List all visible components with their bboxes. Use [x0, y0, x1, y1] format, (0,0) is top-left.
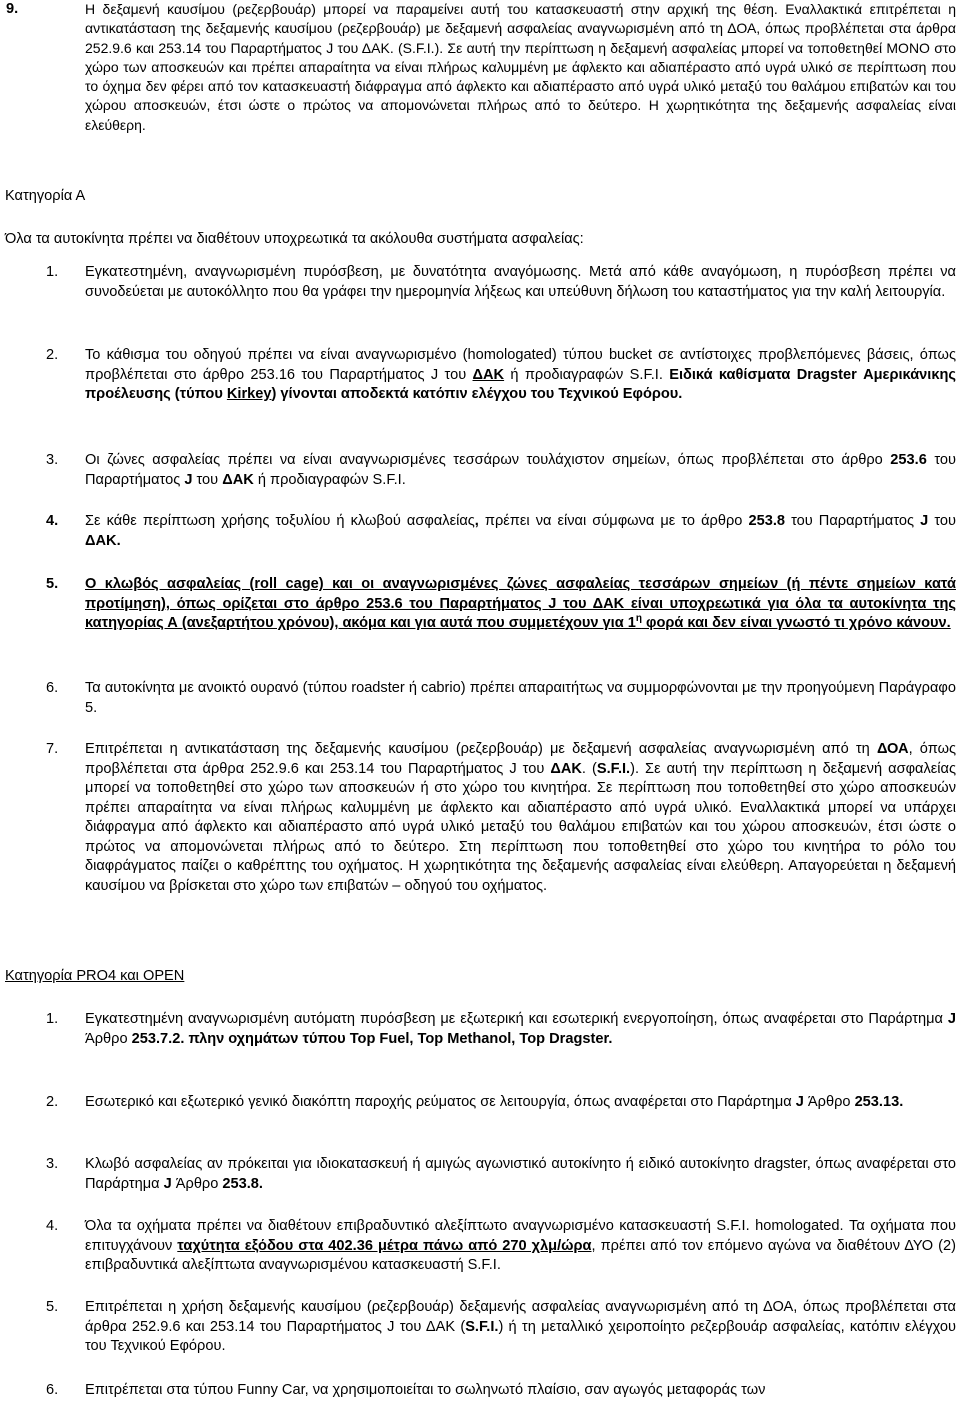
list-item	[0, 575, 956, 634]
list-item	[0, 679, 956, 718]
list-item	[0, 740, 956, 896]
item-number: 2.	[46, 1094, 59, 1110]
list-item	[0, 1155, 956, 1194]
item-text: Επιτρέπεται στα τύπου Funny Car, να χρησιμοποιείται το σωληνωτό πλαίσιο, σαν αγωγός μεταφοράς των	[85, 1382, 766, 1398]
item-text: Ο κλωβός ασφαλείας (roll cage) και οι αναγνωρισμένες ζώνες ασφαλείας τεσσάρων σημείων (ή πέντε σημείων κατά προτίμηση), όπως ορίζεται στο άρθρο 253.6 του Παραρτήματος J του ΔΑΚ είναι υποχρεωτικά για όλα τα αυτοκίνητα της κατηγορίας Α (ανεξαρτήτου χρόνου), ακόμα και για αυτά που συμμετέχουν για $1^\eta$ φορά και δεν είναι γνωστό τι χρόνο κάνουν.	[85, 576, 956, 631]
item-text: Όλα τα οχήματα πρέπει να διαθέτουν επιβραδυντικό αλεξίπτωτο αναγνωρισμένο κατασκευαστή S.F.I. homologated. Τα οχήματα που επιτυγχάνουν ταχύτητα εξόδου στα 402.36 μέτρα πάνω από 270 χλμ/ώρα, πρέπει από τον επόμενο αγώνα να διαθέτουν ΔΥΟ (2) επιβραδυντικά αλεξίπτωτα αναγνωρισμένου κατασκευαστή S.F.I.	[85, 1218, 956, 1273]
item-text: Εγκατεστημένη αναγνωρισμένη αυτόματη πυρόσβεση με εξωτερική και εσωτερική ενεργοποίηση, όπως αναφέρεται στο Παράρτημα J Άρθρο 253.7.2. πλην οχημάτων τύπου Top Fuel, Top Methanol, Top Dragster.	[85, 1011, 956, 1047]
category-pro4-heading: Κατηγορία PRO4 και OPEN	[5, 968, 185, 984]
list-item	[0, 1381, 956, 1401]
item-9	[0, 0, 956, 135]
item-number: 9.	[6, 1, 19, 17]
item-text: Εσωτερικό και εξωτερικό γενικό διακόπτη παροχής ρεύματος σε λειτουργία, όπως αναφέρεται στο Παράρτημα J Άρθρο 253.13.	[85, 1094, 904, 1110]
item-text: Κλωβό ασφαλείας αν πρόκειται για ιδιοκατασκευή ή αμιγώς αγωνιστικό αυτοκίνητο ή ειδικό αυτοκίνητο dragster, όπως αναφέρεται στο Παράρτημα J Άρθρο 253.8.	[85, 1156, 956, 1192]
list-item	[0, 1093, 956, 1113]
item-number: 7.	[46, 741, 59, 757]
item-number: 3.	[46, 452, 59, 468]
item-9-text: Η δεξαμενή καυσίμου (ρεζερβουάρ) μπορεί να παραμείνει αυτή του κατασκευαστή στην αρχική της θέση. Εναλλακτικά επιτρέπεται η αντικατάσταση της δεξαμενής καυσίμου (ρεζερβουάρ) με δεξαμενή ασφαλείας αναγνωρισμένη από τη ΔΟΑ, όπως προβλέπεται στα άρθρα 252.9.6 και 253.14 του Παραρτήματος J του ΔΑΚ. (S.F.I.). Σε αυτή την περίπτωση η δεξαμενή ασφαλείας μπορεί να τοποθετηθεί ΜΟΝΟ στο χώρο των αποσκευών και πρέπει απαραίτητα να είναι πλήρως καλυμμένη με άφλεκτο και αδιαπέραστο από υγρά υλικό σε περίπτωση που το όχημα δεν φέρει από τον κατασκευαστή διάφραγμα από άφλεκτο και αδιαπέραστο από υγρά υλικό μεταξύ του θαλάμου επιβατών και του χώρου αποσκευών, έτσι ώστε ο πρώτος να απομονώνεται πλήρως από το δεύτερο. Η χωρητικότητα της δεξαμενής ασφαλείας είναι ελεύθερη.	[85, 1, 956, 133]
list-item	[0, 346, 956, 405]
item-number: 6.	[46, 1382, 59, 1398]
list-item	[0, 512, 956, 551]
item-text: Επιτρέπεται η αντικατάσταση της δεξαμενής καυσίμου (ρεζερβουάρ) με δεξαμενή ασφαλείας αναγνωρισμένη από τη ΔΟΑ, όπως προβλέπεται στα άρθρα 252.9.6 και 253.14 του Παραρτήματος J του ΔΑΚ. (S.F.I.). Σε αυτή την περίπτωση η δεξαμενή ασφαλείας μπορεί να τοποθετηθεί στο χώρο των αποσκευών ή στο χώρο του κινητήρα. Σε περίπτωση που τοποθετηθεί στο χώρο αποσκευών πρέπει απαραίτητα να είναι πλήρως καλυμμένη με άφλεκτο και αδιαπέραστο από υγρά υλικό. Εναλλακτικά μπορεί να υπάρχει διάφραγμα από άφλεκτο και αδιαπέραστο από υγρά υλικό μεταξύ του θαλάμου επιβατών και του χώρου αποσκευών, έτσι ώστε ο πρώτος να απομονώνεται πλήρως από το δεύτερο. Στη περίπτωση που τοποθετηθεί στο χώρο του κινητήρα το ρόλο του διαφράγματος παίζει ο καθρέπτης του οχήματος. Η χωρητικότητα της δεξαμενής ασφαλείας είναι ελεύθερη. Απαγορεύεται η δεξαμενή καυσίμου να βρίσκεται στο χώρο των επιβατών – οδηγού του οχήματος.	[85, 741, 956, 894]
category-a-heading: Κατηγορία Α	[5, 188, 86, 204]
item-text: Σε κάθε περίπτωση χρήσης τοξυλίου ή κλωβού ασφαλείας, πρέπει να είναι σύμφωνα με το άρθρο 253.8 του Παραρτήματος J του ΔΑΚ.	[85, 513, 956, 549]
list-item	[0, 1298, 956, 1357]
item-number: 1.	[46, 264, 59, 280]
item-text: Οι ζώνες ασφαλείας πρέπει να είναι αναγνωρισμένες τεσσάρων τουλάχιστον σημείων, όπως προβλέπεται στο άρθρο 253.6 του Παραρτήματος J του ΔΑΚ ή προδιαγραφών S.F.I.	[85, 452, 956, 488]
list-item	[0, 1217, 956, 1276]
item-text: Επιτρέπεται η χρήση δεξαμενής καυσίμου (ρεζερβουάρ) δεξαμενής ασφαλείας αναγνωρισμένη από τη ΔΟΑ, όπως προβλέπεται στα άρθρα 252.9.6 και 253.14 του Παραρτήματος J του ΔΑΚ (S.F.I.) ή τη μεταλλικό χειροποίητο ρεζερβουάρ ασφαλείας, κατόπιν ελέγχου του Τεχνικού Εφόρου.	[85, 1299, 956, 1354]
list-item	[0, 1010, 956, 1049]
list-item	[0, 451, 956, 490]
item-text: Το κάθισμα του οδηγού πρέπει να είναι αναγνωρισμένο (homologated) τύπου bucket σε αντίστοιχες προβλεπόμενες βάσεις, όπως προβλέπεται στο άρθρο 253.16 του Παραρτήματος J του ΔΑΚ ή προδιαγραφών S.F.I. Ειδικά καθίσματα Dragster Αμερικάνικης προέλευσης (τύπου Kirkey) γίνονται αποδεκτά κατόπιν ελέγχου του Τεχνικού Εφόρου.	[85, 347, 956, 402]
item-text: Τα αυτοκίνητα με ανοικτό ουρανό (τύπου roadster ή cabrio) πρέπει απαραιτήτως να συμμορφώνονται με την προηγούμενη Παράγραφο 5.	[85, 680, 956, 716]
item-number: 4.	[46, 513, 59, 529]
item-number: 3.	[46, 1156, 59, 1172]
item-number: 4.	[46, 1218, 59, 1234]
item-number: 2.	[46, 347, 59, 363]
item-number: 6.	[46, 680, 59, 696]
category-a-intro: Όλα τα αυτοκίνητα πρέπει να διαθέτουν υποχρεωτικά τα ακόλουθα συστήματα ασφαλείας:	[5, 231, 584, 247]
item-number: 5.	[46, 576, 59, 592]
item-text: Εγκατεστημένη, αναγνωρισμένη πυρόσβεση, με δυνατότητα αναγόμωσης. Μετά από κάθε αναγόμωση, η πυρόσβεση πρέπει να συνοδεύεται με αυτοκόλλητο που θα γράφει την ημερομηνία λήξεως και υπεύθυνη δήλωση του καταστήματος για την καλή λειτουργία.	[85, 264, 956, 300]
item-number: 5.	[46, 1299, 59, 1315]
item-number: 1.	[46, 1011, 59, 1027]
list-item	[0, 263, 956, 302]
